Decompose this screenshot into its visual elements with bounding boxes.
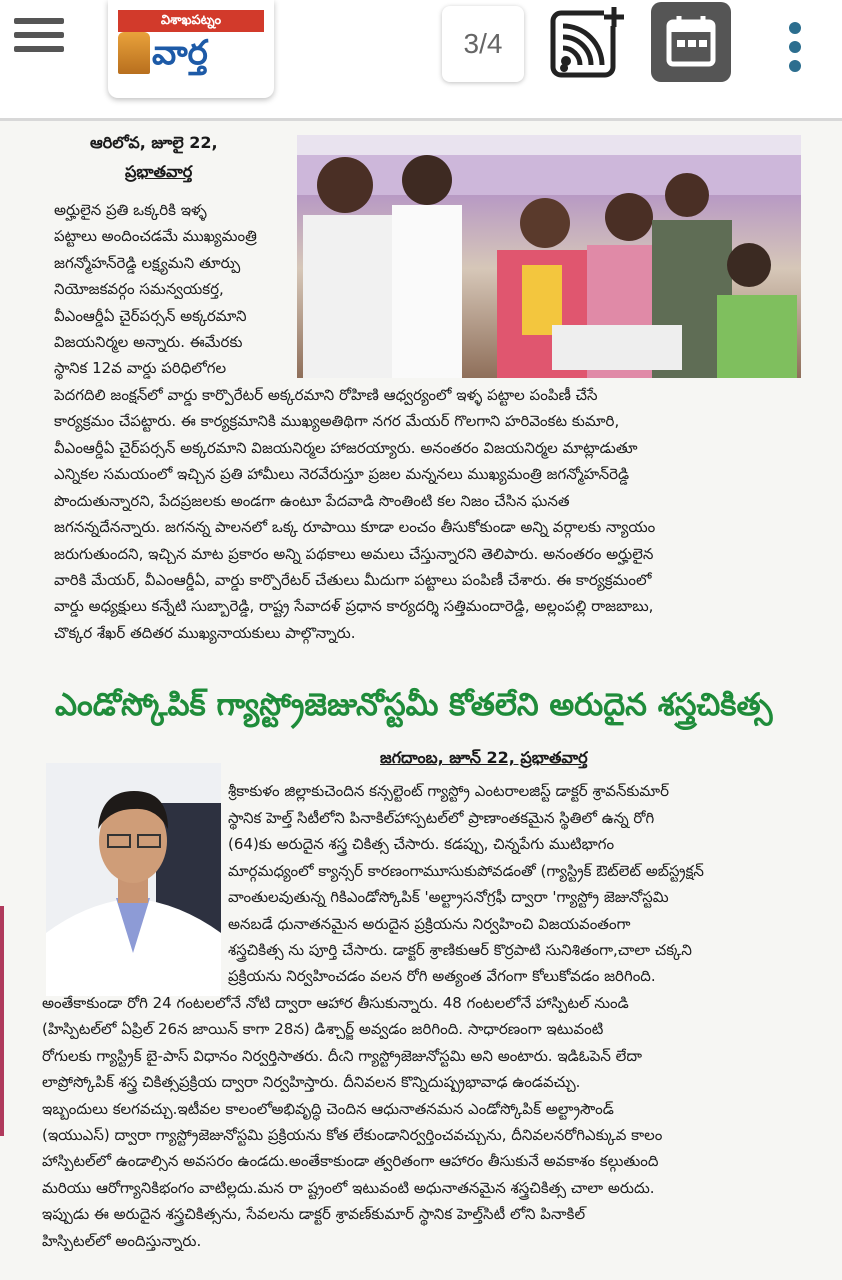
story2-line: స్థానిక హెల్త్ సిటీలోని పినాకిల్‌హాస్పటల్‌లో ప్రాణాంతకమైన స్థితిలో ఉన్న రోగి: [228, 809, 655, 827]
story1-line: స్థానిక 12వ వార్డు పరిధిలోగల: [54, 359, 227, 377]
story2-line: (ఇయుఎస్) ద్వారా గ్యాస్ట్రోజెజునోస్టమి ప్రక్రియను కోత లేకుండానిర్వర్తించవచ్చును, దీనివలనరోగిఎక్కువ కాలం: [42, 1126, 663, 1144]
story2-line: వాంతులవుతున్న గికిఎండోస్కోపిక్ 'అల్ట్రాసనోగ్రఫీ ద్వారా 'గ్యాస్ట్రో జెజునోస్టమి: [228, 888, 669, 906]
story2-line: మరియు ఆరోగ్యానికిభంగం వాటిల్లదు.మన రా ష్ట్రంలో ఇటువంటి అధునాతనమైన శస్త్రచికిత్స చాలా అరుదు.: [42, 1179, 655, 1197]
story1-line: విజయనిర్మల అన్నారు. ఈమేరకు: [54, 333, 243, 351]
story1-line: జగన్మోహన్‌రెడ్డి లక్ష్యమని తూర్పు: [54, 254, 241, 272]
logo-figure-icon: [118, 32, 150, 74]
top-app-bar: [0, 0, 842, 121]
story1-line: పట్టాలు అందించడమే ముఖ్యమంత్రి: [54, 227, 257, 245]
story2-line: అంతేకాకుండా రోగి 24 గంటలలోనే నోటి ద్వారా ఆహార తీసుకున్నారు. 48 గంటలలోనే హాస్పిటల్ నుండి: [42, 994, 629, 1012]
story2-line: శస్త్రచికిత్స ను పూర్తి చేసారు. డాక్టర్ శ్రాణికుఆర్ కొర్రపాటి సునిశితంగా,చాలా చక్కని: [228, 941, 692, 959]
story2-line: (హిస్పిటల్‌లో ఏప్రిల్ 26న జాయిన్ కాగా 28న) డిశ్చార్జ్ అవ్వడం జరిగింది. సాధారణంగా ఇటువంటి: [42, 1020, 604, 1038]
logo-title: వార్త: [152, 33, 208, 73]
calendar-button[interactable]: [651, 2, 731, 82]
logo-city-name: విశాఖపట్నం: [118, 10, 264, 32]
story2-headline: ఎండోస్కోపిక్ గ్యాస్ట్రోజెజునోస్టమీ కోతలేని అరుదైన శస్త్రచికిత్స: [55, 687, 773, 723]
story1-line: జరుగుతుందని, ఇచ్చిన మాట ప్రకారం అన్ని పథకాలు అమలు చేస్తున్నారని తెలిపారు. అనంతరం అర్హులైన: [54, 545, 654, 563]
story1-photo: [297, 135, 801, 378]
story2-line: హాస్పిటల్‌లో ఉండాల్సిన అవసరం ఉండదు.అంతేకాకుండా త్వరితంగా ఆహారం తీసుకునే అవకాశం కల్గుతుంది: [42, 1152, 659, 1170]
story1-source: ప్రభాతవార్త: [125, 162, 193, 181]
story1-line: వీఎంఆర్డీఏ చైర్‌పర్సన్ అక్కరమాని: [54, 307, 247, 325]
story1-dateline: ఆరిలోవ, జూలై 22,: [90, 133, 218, 152]
newspaper-logo[interactable]: [108, 0, 274, 98]
epaper-page: [0, 121, 842, 1280]
calendar-icon: [651, 2, 731, 82]
story2-line: రోగులకు గ్యాస్ట్రిక్ బై-పాస్ విధానం నిర్వర్తిసాతరు. దీఁని గ్యాస్ట్రోజెజునోస్టమి అని అంటారు. ఇడిఓపెన్ లేదా: [42, 1047, 642, 1065]
story2-dateline: జగదాంబ, జూన్ 22, ప్రభాతవార్త: [380, 748, 588, 767]
hamburger-menu-icon[interactable]: [14, 18, 64, 58]
story2-line: హిస్పిటల్‌లో అందిస్తున్నారు.: [42, 1232, 202, 1250]
doctor-photo: [46, 763, 221, 996]
page-edge-marker: [0, 906, 4, 1136]
story2-line: ఇబ్బందులు కలగవచ్చు.ఇటీవల కాలంలోఅభివృద్ధి చెందిన ఆధునాతనమన ఎండోస్కోపిక్ అల్ట్రాసౌండ్: [42, 1100, 614, 1118]
story2-line: ప్రక్రియను నిర్వహించడం వలన రోగి అత్యంత వేగంగా కోలుకోవడం జరిగింది.: [228, 967, 656, 985]
story1-line: నియోజకవర్గం సమన్వయకర్త,: [54, 280, 224, 298]
story1-line: అర్హులైన ప్రతి ఒక్కరికి ఇళ్ళ: [54, 201, 207, 219]
more-vertical-icon[interactable]: [786, 22, 804, 78]
story1-line: పొందుతున్నారని, పేదప్రజలకు అండగా ఉంటూ పేదవాడి సొంతింటి కల నిజం చేసిన ఘనత: [54, 492, 570, 510]
story1-line: వీఎంఆర్డీఏ చైర్‌పర్సన్ అక్కరమాని విజయనిర్మల హాజరయ్యారు. అనంతరం విజయనిర్మల మాట్లాడుతూ: [54, 439, 638, 457]
story1-line: చొక్కర శేఖర్ తదితర ముఖ్యనాయకులు పాల్గొన్నారు.: [54, 624, 356, 642]
story1-line: పెదగదిలి జంక్షన్‌లో వార్డు కార్పొరేటర్ అక్కరమాని రోహిణి ఆధ్వర్యంలో ఇళ్ళ పట్టాల పంపిణీ చేసే: [54, 386, 598, 404]
story1-line: జగనన్నదేనన్నారు. జగనన్న పాలనలో ఒక్క రూపాయి కూడా లంచం తీసుకోకుండా అన్ని వర్గాలకు న్యాయం: [54, 518, 656, 536]
story1-line: కార్యక్రమం చేపట్టారు. ఈ కార్యక్రమానికి ముఖ్యఅతిథిగా నగర మేయర్ గొలగాని హరివెంకట కుమారి,: [54, 412, 620, 430]
story2-line: మార్గమధ్యంలో క్యాన్సర్ కారణంగామూసుకుపోవడంతో (గ్యాస్ట్రిక్ ఔట్‌లెట్ అబ్‌స్ట్రక్షన్: [228, 862, 704, 880]
page-indicator[interactable]: 3/4: [442, 6, 524, 82]
story1-line: వారికి మేయర్, వీఎంఆర్డీఏ, వార్డు కార్పొరేటర్ చేతులు మీదుగా పట్టాలు పంపిణీ చేశారు. ఈ కార్యక్రమంలో: [54, 571, 652, 589]
story1-line: వార్డు అధ్యక్షులు కన్నేటి సుబ్బారెడ్డి, రాష్ట్ర సేవాదళ్ ప్రధాన కార్యదర్శి సత్తిమందారెడ్డి, అల్లంపల్లి రాజబాబు,: [54, 597, 654, 615]
story2-line: లాప్రోస్కోపిక్ శస్త్ర చికిత్సప్రక్రియ ద్వారా నిర్వహిస్తారు. దీనివలన కొన్నిదుష్ప్రభావాఢ ఉండవచ్చు.: [42, 1073, 581, 1091]
story2-line: (64)కు అరుదైన శస్త్ర చికిత్స చేసారు. కడప్పు, చిన్నపేగు ముటిభాగం: [228, 835, 615, 853]
story2-line: శ్రీకాకుళం జిల్లాకుచెందిన కన్సల్టెంట్ గ్యాస్ట్రో ఎంటరాలజిస్ట్ డాక్టర్ శ్రావన్‌కుమార్: [228, 782, 670, 800]
story2-line: ఇప్పుడు ఈ అరుదైన శస్త్రచికిత్సను, సేవలను డాక్టర్ శ్రావణ్‌కుమార్ స్థానిక హెల్త్‌సిటీ లోని పినాకిల్: [42, 1205, 586, 1223]
add-feed-icon[interactable]: [550, 4, 626, 80]
story2-line: అనబడే ధునాతనమైన అరుదైన ప్రక్రియను నిర్వహించి విజయవంతంగా: [228, 915, 631, 933]
story1-line: ఎన్నికల సమయంలో ఇచ్చిన ప్రతి హామీలు నెరవేరుస్తూ ప్రజల మన్ననలు ముఖ్యమంత్రి జగన్మోహన్‌రెడ్డి: [54, 465, 630, 483]
